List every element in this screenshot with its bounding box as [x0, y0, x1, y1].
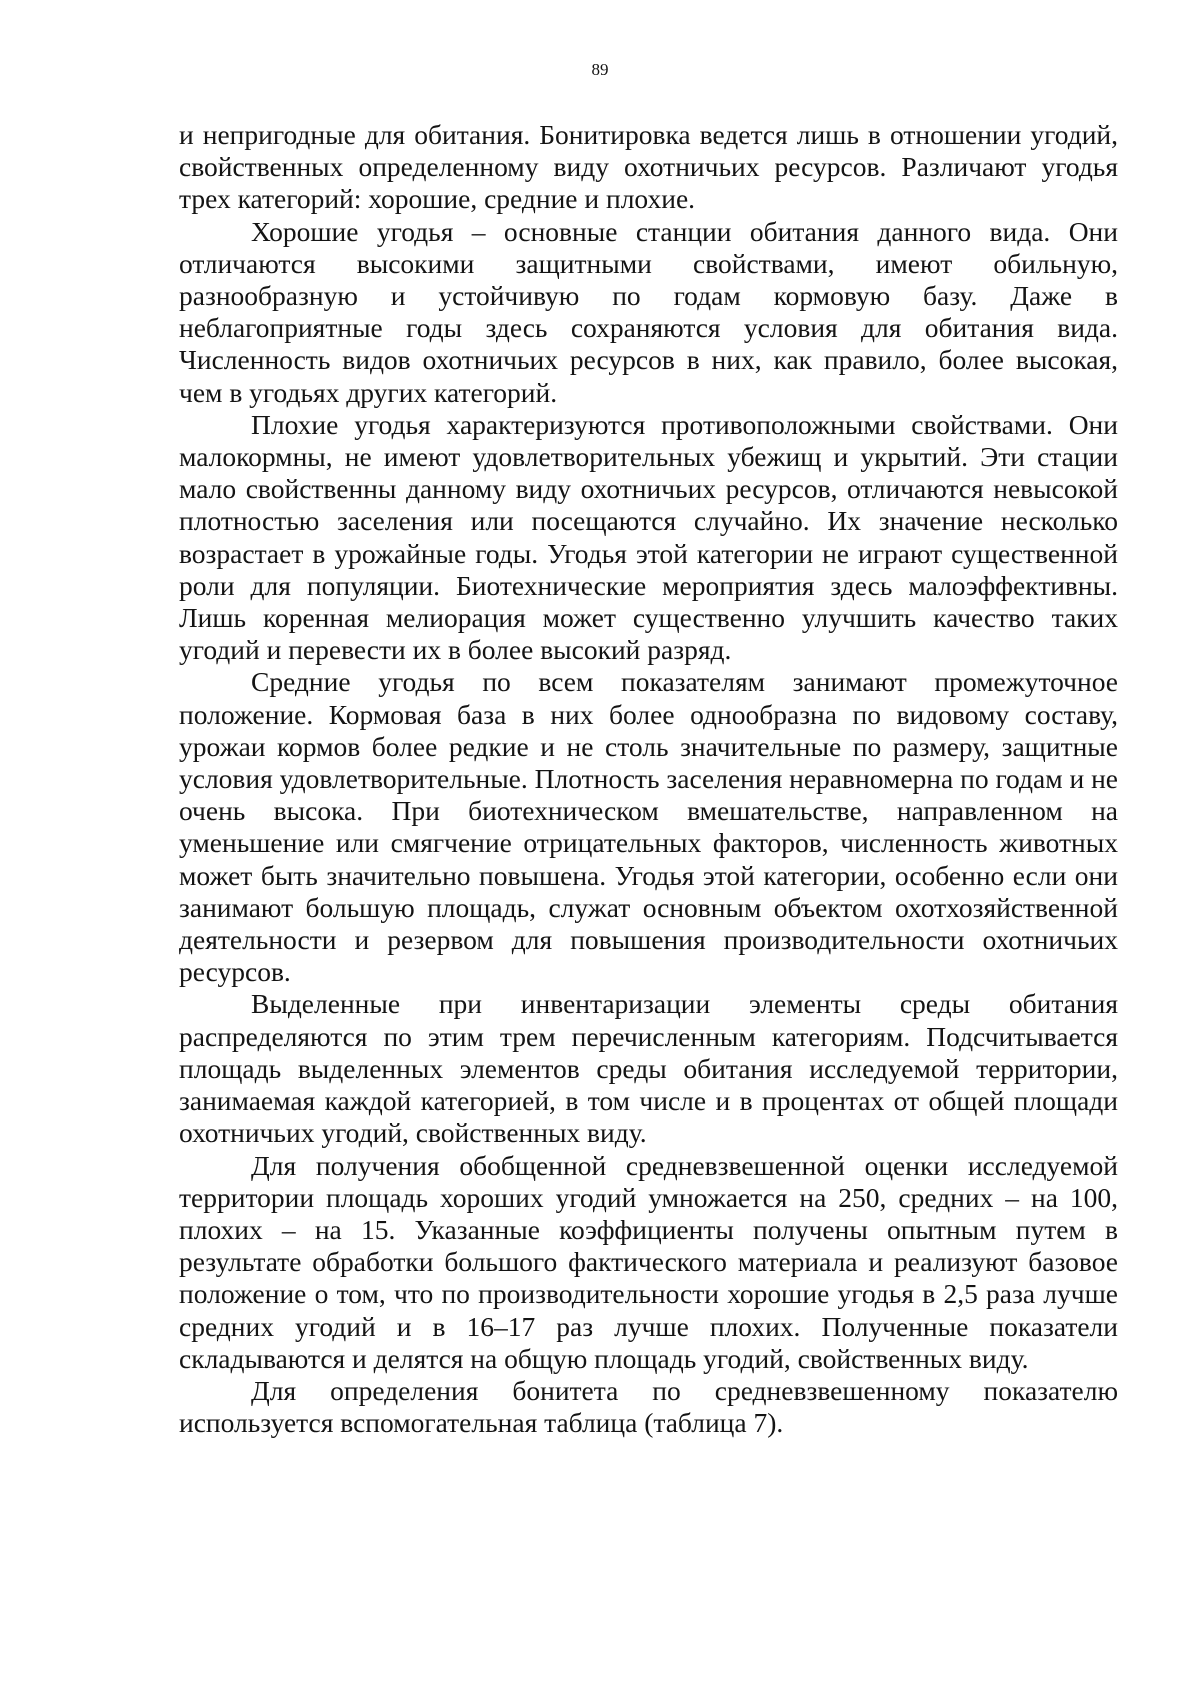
page-number: 89 — [591, 60, 609, 79]
paragraph-table-reference: Для определения бонитета по средневзвешенному показателю используется вспомогательная таблица (таблица 7). — [179, 1374, 1118, 1439]
paragraph-poor-lands: Плохие угодья характеризуются противоположными свойствами. Они малокормны, не имеют удовлетворительных убежищ и укрытий. Эти стации мало свойственны данному виду охотничьих ресурсов, отличаются невысокой плотностью заселения или посещаются случайно. Их значение несколько возрастает в урожайные годы. Угодья этой категории не играют существенной роли для популяции. Биотехнические мероприятия здесь малоэффективны. Лишь коренная мелиорация может существенно улучшить качество таких угодий и перевести их в более высокий разряд. — [179, 408, 1118, 666]
paragraph-weighted-assessment: Для получения обобщенной средневзвешенной оценки исследуемой территории площадь хороших угодий умножается на 250, средних – на 100, плохих – на 15. Указанные коэффициенты получены опытным путем в результате обработки большого фактического материала и реализуют базовое положение о том, что по производительности хорошие угодья в 2,5 раза лучше средних угодий и в 16–17 раз лучше плохих. Полученные показатели складываются и делятся на общую площадь угодий, свойственных виду. — [179, 1149, 1118, 1374]
paragraph-good-lands: Хорошие угодья – основные станции обитания данного вида. Они отличаются высокими защитными свойствами, имеют обильную, разнообразную и устойчивую по годам кормовую базу. Даже в неблагоприятные годы здесь сохраняются условия для обитания вида. Численность видов охотничьих ресурсов в них, как правило, более высокая, чем в угодьях других категорий. — [179, 215, 1118, 408]
paragraph-continuation: и непригодные для обитания. Бонитировка ведется лишь в отношении угодий, свойственных определенному виду охотничьих ресурсов. Различают угодья трех категорий: хорошие, средние и плохие. — [179, 119, 1118, 215]
body-text — [179, 119, 1118, 1439]
paragraph-medium-lands: Средние угодья по всем показателям занимают промежуточное положение. Кормовая база в них более однообразна по видовому составу, урожаи кормов более редкие и не столь значительные по размеру, защитные условия удовлетворительные. Плотность заселения неравномерна по годам и не очень высока. При биотехническом вмешательстве, направленном на уменьшение или смягчение отрицательных факторов, численность животных может быть значительно повышена. Угодья этой категории, особенно если они занимают большую площадь, служат основным объектом охотхозяйственной деятельности и резервом для повышения производительности охотничьих ресурсов. — [179, 666, 1118, 988]
paragraph-categorization: Выделенные при инвентаризации элементы среды обитания распределяются по этим трем перечисленным категориям. Подсчитывается площадь выделенных элементов среды обитания исследуемой территории, занимаемая каждой категорией, в том числе и в процентах от общей площади охотничьих угодий, свойственных виду. — [179, 988, 1118, 1149]
